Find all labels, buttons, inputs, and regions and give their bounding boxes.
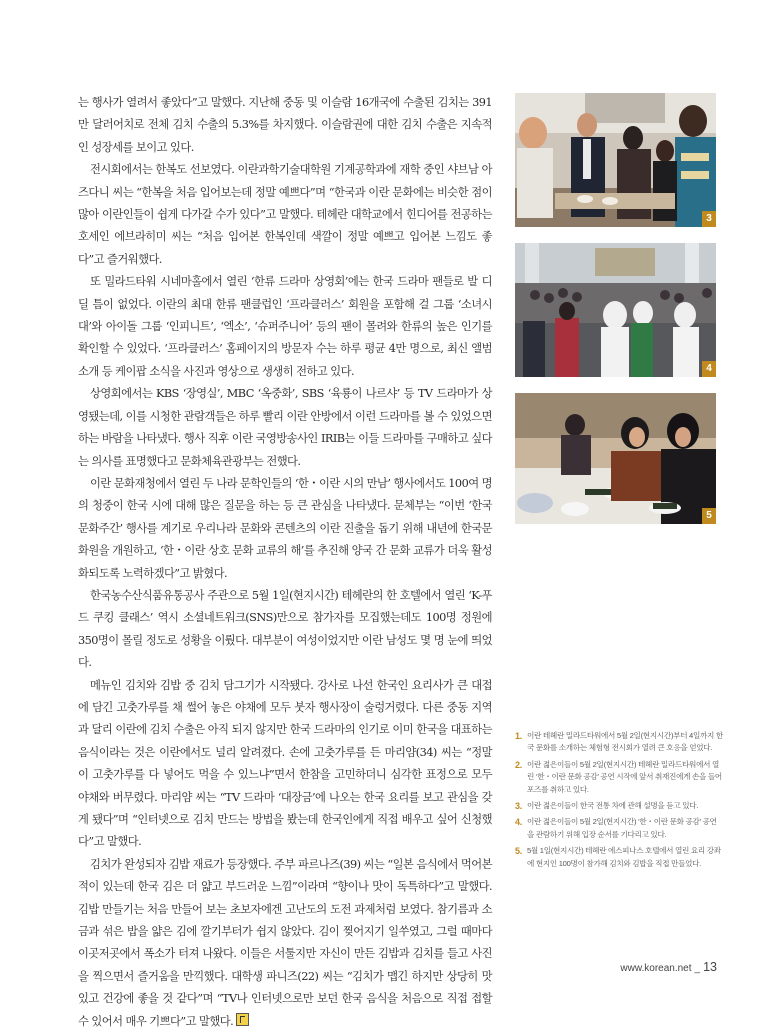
article-paragraph: 는 행사가 열려서 좋았다”고 말했다. 지난해 중동 및 이슬람 16개국에 수출된 김치는 391만 달러어치로 전체 김치 수출의 5.3%를 차지했다. 이슬람권에 대한 김치 수출은 지속적인 성장세를 보이고 있다. (78, 96, 492, 154)
caption-number: 5. (515, 846, 522, 857)
end-mark-icon (236, 1013, 249, 1026)
footer-url[interactable]: www.korean.net (620, 963, 692, 974)
photo-queue-performers (515, 243, 716, 377)
photo-number-badge: 4 (702, 361, 716, 377)
article-paragraph: 전시회에서는 한복도 선보였다. 이란과학기술대학원 기계공학과에 재학 중인 샤브남 아즈다니 씨는 “한복을 처음 입어보는데 정말 예쁘다”며 “한국과 이란 문화에는 비슷한 점이 많아 이란인들이 쉽게 다가갈 수가 있다”고 말했다. 테헤란 대학교에서 힌디어를 전공하는 호세인 에브라히미 씨는 “처음 입어본 한복인데 색깔이 정말 예쁘고 입어본 느낌도 좋다”고 즐거워했다. (78, 163, 493, 266)
article-paragraph: 메뉴인 김치와 김밥 중 김치 담그기가 시작됐다. 강사로 나선 한국인 요리사가 큰 대접에 담긴 고춧가루를 채 썰어 놓은 야채에 모두 붓자 행사장이 술렁거렸다. 다른 중동 지역과 달리 이란에 김치 수출은 아직 되지 않지만 한국 드라마의 인기로 이미 한국을 대표하는 음식이라는 것은 이란에서도 널리 알려졌다. 손에 고춧가루를 든 마리얌(34) 씨는 “정말 이 고춧가루를 다 넣어도 먹을 수 있느냐”면서 한참을 고민하더니 심각한 표정으로 모두 야채와 버무렸다. 마리얌 씨는 “TV 드라마 ‘대장금’에 나오는 한국 요리를 보고 관심을 갖게 됐다”며 “인터넷으로 김치 만드는 방법을 봤는데 한국인에게 직접 배우고 싶어 신청했다”고 말했다. (78, 678, 492, 849)
caption-number: 2. (515, 759, 522, 770)
article-paragraph: 이란 문화재청에서 열린 두 나라 문학인들의 ‘한・이란 시의 만남’ 행사에서도 100여 명의 청중이 한국 시에 대해 많은 질문을 하는 등 큰 관심을 나타냈다. 문체부는 “이번 ‘한국문화주간’ 행사를 계기로 우리나라 문화와 콘텐츠의 이란 진출을 돕기 위해 내년에 한국문화원을 개원하고, ‘한・이란 상호 문화 교류의 해’를 추진해 양국 간 문화 교류가 더욱 활성화되도록 노력하겠다”고 밝혔다. (78, 476, 492, 580)
photo-exhibition-tea (515, 93, 716, 227)
caption-number: 4. (515, 817, 522, 828)
caption-text: 이란 젊은이들이 한국 전통 차에 관해 설명을 듣고 있다. (527, 801, 699, 811)
caption-item (515, 845, 723, 870)
photo-number-badge: 5 (702, 508, 716, 524)
caption-item (515, 816, 723, 841)
photo-captions (515, 730, 723, 874)
article-paragraph-text: 김치가 완성되자 김밥 재료가 등장했다. 주부 파르나즈(39) 씨는 “일본 음식에서 먹어본 적이 있는데 한국 김은 더 얇고 부드러운 느낌”이라며 “향이나 맛이 독특하다”고 말했다. 김밥 만들기는 처음 만들어 보는 초보자에겐 고난도의 도전 과제처럼 보였다. 참기름과 소금과 섞은 밥을 얇은 김에 깔기부터가 쉽지 않았다. 김이 찢어지기 일쑤였고, 그럴 때마다 이곳저곳에서 폭소가 터져 나왔다. 이들은 서툴지만 자신이 만든 김밥과 김치를 들고 사진을 찍으면서 즐거움을 만끽했다. 대학생 파니즈(22) 씨는 “김치가 맵긴 하지만 상당히 맛있고 건강에 좋을 것 같다”며 “TV나 인터넷으로만 보던 한국 음식을 처음으로 직접 접할 수 있어서 매우 기쁘다”고 말했다. (78, 857, 492, 1028)
footer-separator: _ (694, 963, 701, 974)
page-footer (620, 958, 717, 976)
page-number: 13 (703, 960, 717, 974)
article-paragraph: 한국농수산식품유통공사 주관으로 5월 1일(현지시간) 테헤란의 한 호텔에서 열린 ‘K-푸드 쿠킹 클래스’ 역시 소셜네트워크(SNS)만으로 참가자를 모집했는데도 100명 정원에 350명이 몰릴 정도로 성황을 이뤘다. 대부분이 여성이었지만 이란 남성도 몇 명 눈에 띄었다. (78, 588, 492, 670)
photo-cooking-class (515, 393, 716, 524)
article-paragraph-last (78, 854, 492, 1033)
caption-item (515, 800, 723, 812)
caption-number: 3. (515, 801, 522, 812)
caption-number: 1. (515, 731, 522, 741)
caption-text: 이란 젊은이들이 5월 2일(현지시간) 테헤란 밀라드타워에서 열린 ‘한・이란 문화 공감’ 공연 시작에 앞서 취재진에게 손을 들어 포즈를 취하고 있다. (527, 759, 722, 794)
caption-text: 이란 젊은이들이 5월 2일(현지시간) ‘한・이란 문화 공감’ 공연을 관람하기 위해 입장 순서를 기다리고 있다. (527, 817, 717, 839)
caption-text: 이란 테헤란 밀라드타워에서 5월 2일(현지시간)부터 4일까지 한국 문화를 소개하는 체험형 전시회가 열려 큰 호응을 얻었다. (527, 731, 723, 753)
photo-number-badge: 3 (702, 211, 716, 227)
caption-item (515, 759, 723, 796)
article-paragraph: 상영회에서는 KBS ‘장영실’, MBC ‘옥중화’, SBS ‘육룡이 나르샤’ 등 TV 드라마가 상영됐는데, 이를 시청한 관람객들은 하루 빨리 이란 안방에서 이런 드라마를 볼 수 있었으면 하는 바람을 나타냈다. 행사 직후 이란 국영방송사인 IRIB는 이들 드라마를 구매하고 싶다는 의사를 표명했다고 문화체육관광부는 전했다. (78, 387, 492, 468)
caption-item (515, 730, 723, 755)
article-body (78, 92, 492, 1033)
caption-text: 5월 1일(현지시간) 테헤란 에스피나스 호텔에서 열린 요리 강좌에 현지인 100명이 참가해 김치와 김밥을 직접 만들었다. (527, 846, 721, 868)
article-paragraph: 또 밀라드타워 시네마홀에서 열린 ‘한류 드라마 상영회’에는 한국 드라마 팬들로 발 디딜 틈이 없었다. 이란의 최대 한류 팬클럽인 ‘프라클러스’ 회원을 포함해 걸 그룹 ‘소녀시대’와 아이돌 그룹 ‘인피니트’, ‘엑소’, ‘슈퍼주니어’ 등의 팬이 몰려와 한류의 높은 인기를 확인할 수 있었다. ‘프라클러스’ 홈페이지의 방문자 수는 하루 평균 4만 명으로, 최신 앨범 소개 등 케이팝 소식을 사진과 영상으로 생생히 전하고 있다. (78, 275, 492, 378)
